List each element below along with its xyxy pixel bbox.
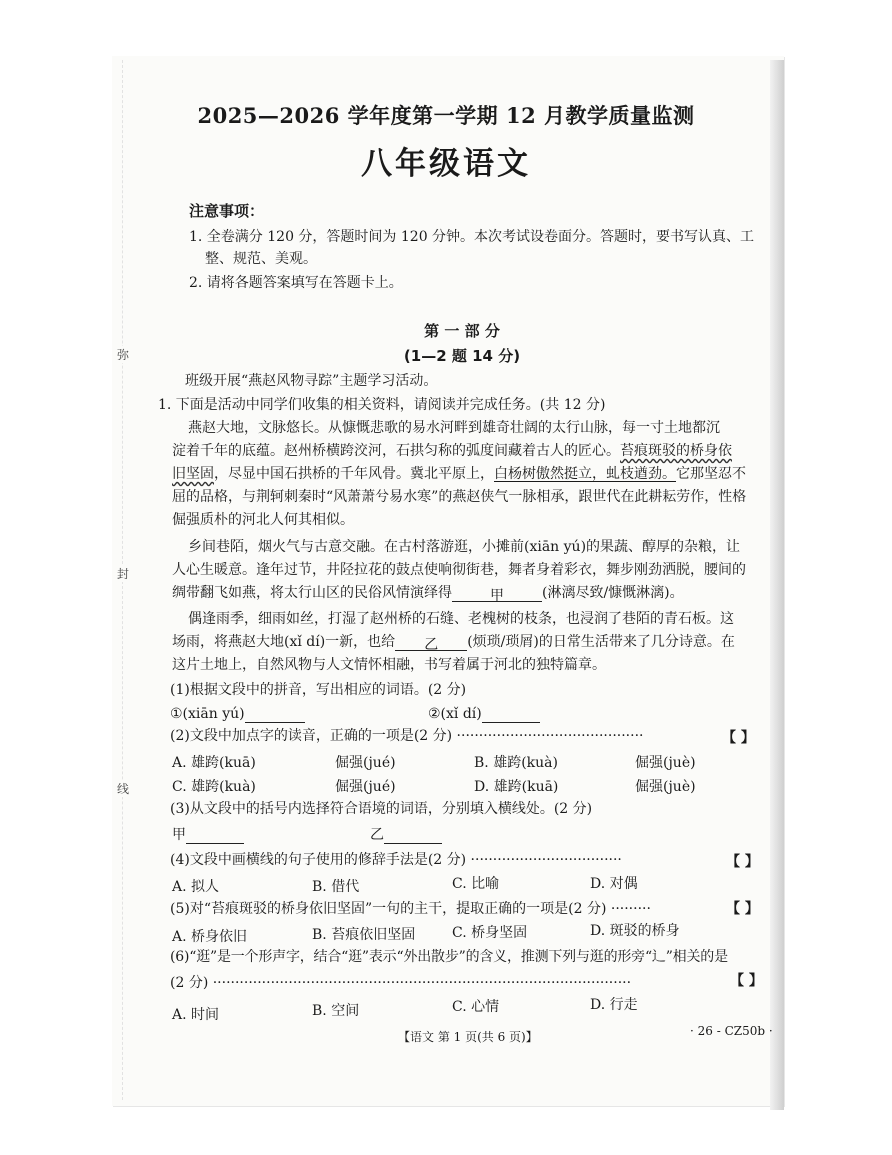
option-d[interactable]: D. 雄跨(kuā): [474, 779, 559, 795]
passage-line: 倔强质朴的河北人何其相似。: [172, 512, 354, 528]
passage-line: [172, 633, 772, 654]
option-b-part2: 倔强(juè): [635, 755, 696, 771]
notes-item-1-cont: 整、规范、美观。: [205, 251, 317, 267]
passage-line: 乡间巷陌，烟火气与古意交融。在古村落游逛，小摊前(xiān yú)的果蔬、醇厚的杂粮，让: [188, 539, 741, 555]
option-a[interactable]: A. 时间: [172, 1007, 220, 1023]
passage-text: 绸带翻飞如燕，将太行山区的民俗风情演绎得: [172, 585, 452, 601]
part-intro: 班级开展“燕赵风物寻踪”主题学习活动。: [185, 373, 438, 389]
option-c[interactable]: C. 心情: [452, 999, 500, 1015]
answer-blank[interactable]: [245, 708, 305, 723]
option-c[interactable]: C. 比喻: [452, 876, 500, 892]
option-a[interactable]: A. 拟人: [172, 879, 220, 895]
passage-text: ，尽显中国石拱桥的千年风骨。冀北平原上，: [214, 466, 494, 482]
sub2-stem: (2)文段中加点字的读音，正确的一项是(2 分) ··········································: [170, 728, 644, 744]
passage-line: [172, 442, 772, 460]
binding-mark-mi: 弥: [113, 346, 133, 363]
wavy-underlined-sentence: 苔痕斑驳的桥身依: [620, 443, 732, 459]
sub3-answer-yi: [370, 826, 570, 844]
blank-yi: 乙: [395, 636, 467, 651]
option-a-part2: 倔强(jué): [335, 755, 396, 771]
answer-bracket[interactable]: 【 】: [726, 901, 759, 917]
wavy-underlined-sentence-end: 旧坚固: [172, 466, 214, 482]
binding-mark-xian: 线: [113, 780, 133, 797]
passage-text: 它那坚忍不: [676, 466, 746, 482]
option-d-part2: 倔强(juè): [635, 779, 696, 795]
passage-text: (烦琐/琐屑)的日常生活带来了几分诗意。在: [467, 634, 735, 650]
passage-text: 淀着千年的底蕴。赵州桥横跨洨河，石拱匀称的弧度间藏着古人的匠心。: [172, 443, 620, 459]
sub1-answer-b: [428, 705, 628, 723]
option-a[interactable]: A. 桥身依旧: [172, 929, 248, 945]
passage-text: (淋漓尽致/慷慨淋漓)。: [542, 585, 684, 601]
passage-line: 这片土地上，自然风物与人文情怀相融，书写着属于河北的独特篇章。: [172, 657, 606, 673]
answer-bracket[interactable]: 【 】: [730, 973, 763, 989]
answer-blank[interactable]: [384, 829, 442, 844]
option-c-part2: 倔强(jué): [335, 779, 396, 795]
pinyin-b: ②(xǐ dí): [428, 706, 482, 722]
passage-text: 场雨，将燕赵大地(xǐ dí)一新，也给: [172, 634, 396, 650]
sub1-stem: (1)根据文段中的拼音，写出相应的词语。(2 分): [170, 682, 467, 698]
exam-title: 2025—2026 学年度第一学期 12 月教学质量监测: [197, 103, 695, 128]
passage-line: 人心生暖意。逢年过节，井陉拉花的鼓点使响彻街巷，舞者身着彩衣，舞步刚劲洒脱，腰间的: [172, 562, 746, 578]
answer-blank[interactable]: [482, 708, 540, 723]
label-yi: 乙: [370, 827, 384, 843]
sub5-stem: (5)对“苔痕斑驳的桥身依旧坚固”一句的主干，提取正确的一项是(2 分) ·········: [170, 901, 651, 917]
label-jia: 甲: [172, 827, 186, 843]
option-d[interactable]: D. 行走: [590, 997, 638, 1013]
sub6-stem-cont: (2 分) ······························································································: [170, 975, 632, 991]
part-range: (1—2 题 14 分): [403, 347, 521, 365]
option-a[interactable]: A. 雄跨(kuā): [172, 755, 256, 771]
part-title: 第 一 部 分: [424, 322, 500, 340]
blank-jia: 甲: [452, 587, 542, 602]
page-number: 【语文 第 1 页(共 6 页)】: [398, 1030, 538, 1044]
passage-line: 偶逢雨季，细雨如丝，打湿了赵州桥的石缝、老槐树的枝条，也浸润了巷陌的青石板。这: [188, 611, 734, 627]
passage-line: 屈的品格，与荆轲刺秦时“风萧萧兮易水寒”的燕赵侠气一脉相承，跟世代在此耕耘劳作，性格: [172, 489, 747, 505]
option-d[interactable]: D. 斑驳的桥身: [590, 923, 680, 939]
subject-title: 八年级语文: [361, 146, 531, 182]
notes-heading: 注意事项：: [189, 202, 265, 220]
sub3-stem: (3)从文段中的括号内选择符合语境的词语，分别填入横线处。(2 分): [170, 801, 593, 817]
underlined-sentence: 白杨树傲然挺立，虬枝遒劲。: [494, 466, 676, 482]
option-b[interactable]: B. 空间: [312, 1003, 360, 1019]
pinyin-a: ①(xiān yú): [170, 706, 245, 722]
q1-stem: 1. 下面是活动中同学们收集的相关资料，请阅读并完成任务。(共 12 分): [158, 397, 606, 413]
option-c[interactable]: C. 桥身坚固: [452, 925, 528, 941]
binding-mark-feng: 封: [113, 565, 133, 582]
notes-item-2: 2. 请将各题答案填写在答题卡上。: [189, 275, 403, 291]
sub6-stem: (6)“逛”是一个形声字，结合“逛”表示“外出散步”的含义，推测下列与逛的形旁“辶”相关的是: [170, 949, 728, 965]
answer-bracket[interactable]: 【 】: [722, 730, 755, 746]
sub4-stem: (4)文段中画横线的句子使用的修辞手法是(2 分) ··································: [170, 852, 622, 868]
passage-line: [172, 584, 772, 605]
option-b[interactable]: B. 苔痕依旧坚固: [312, 927, 416, 943]
paper-code: · 26 - CZ50b ·: [690, 1024, 773, 1038]
option-c[interactable]: C. 雄跨(kuà): [172, 779, 256, 795]
option-b[interactable]: B. 借代: [312, 879, 360, 895]
notes-item-1: 1. 全卷满分 120 分，答题时间为 120 分钟。本次考试设卷面分。答题时，要书写认真、工: [189, 229, 755, 245]
passage-line: [172, 465, 772, 483]
option-d[interactable]: D. 对偶: [590, 876, 638, 892]
passage-line: 燕赵大地，文脉悠长。从慷慨悲歌的易水河畔到雄奇壮阔的太行山脉，每一寸土地都沉: [188, 420, 720, 436]
answer-bracket[interactable]: 【 】: [726, 854, 759, 870]
option-b[interactable]: B. 雄跨(kuà): [474, 755, 558, 771]
answer-blank[interactable]: [186, 829, 244, 844]
